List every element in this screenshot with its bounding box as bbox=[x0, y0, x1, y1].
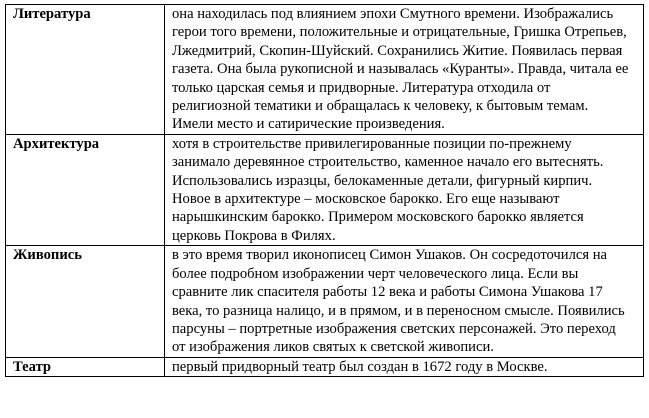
row-topic-theatre: Театр bbox=[6, 357, 165, 376]
table-row-literature bbox=[6, 5, 644, 135]
row-topic-painting: Живопись bbox=[6, 246, 165, 357]
row-topic-literature: Литература bbox=[6, 5, 165, 135]
culture-table bbox=[5, 4, 644, 377]
row-topic-architecture: Архитектура bbox=[6, 134, 165, 245]
row-text-painting: в это время творил иконописец Симон Ушаков. Он сосредоточился на более подробном изображении черт человеческого лица. Если вы сравните лик спасителя работы 12 века и работы Симона Ушакова 17 века, то разница налицо, и в прямом, и в переносном смысле. Появились парсуны – портретные изображения светских персонажей. Это переход от изображения ликов святых к светской живописи. bbox=[165, 246, 644, 357]
table-row-architecture bbox=[6, 134, 644, 245]
row-text-theatre: первый придворный театр был создан в 1672 году в Москве. bbox=[165, 357, 644, 376]
row-text-architecture: хотя в строительстве привилегированные позиции по-прежнему занимало деревянное строительство, каменное начало его вытеснять. Использовались изразцы, белокаменные детали, фигурный кирпич. Новое в архитектуре – московское барокко. Его еще называют нарышкинским барокко. Примером московского барокко является церковь Покрова в Филях. bbox=[165, 134, 644, 245]
row-text-literature: она находилась под влиянием эпохи Смутного времени. Изображались герои того времени, положительные и отрицательные, Гришка Отрепьев, Лжедмитрий, Скопин-Шуйский. Сохранились Житие. Появилась первая газета. Она была рукописной и называлась «Куранты». Правда, читала ее только царская семья и придворные. Литература отходила от религиозной тематики и обращалась к человеку, к бытовым темам. Имели место и сатирические произведения. bbox=[165, 5, 644, 135]
table-row-painting bbox=[6, 246, 644, 357]
table-row-theatre bbox=[6, 357, 644, 376]
